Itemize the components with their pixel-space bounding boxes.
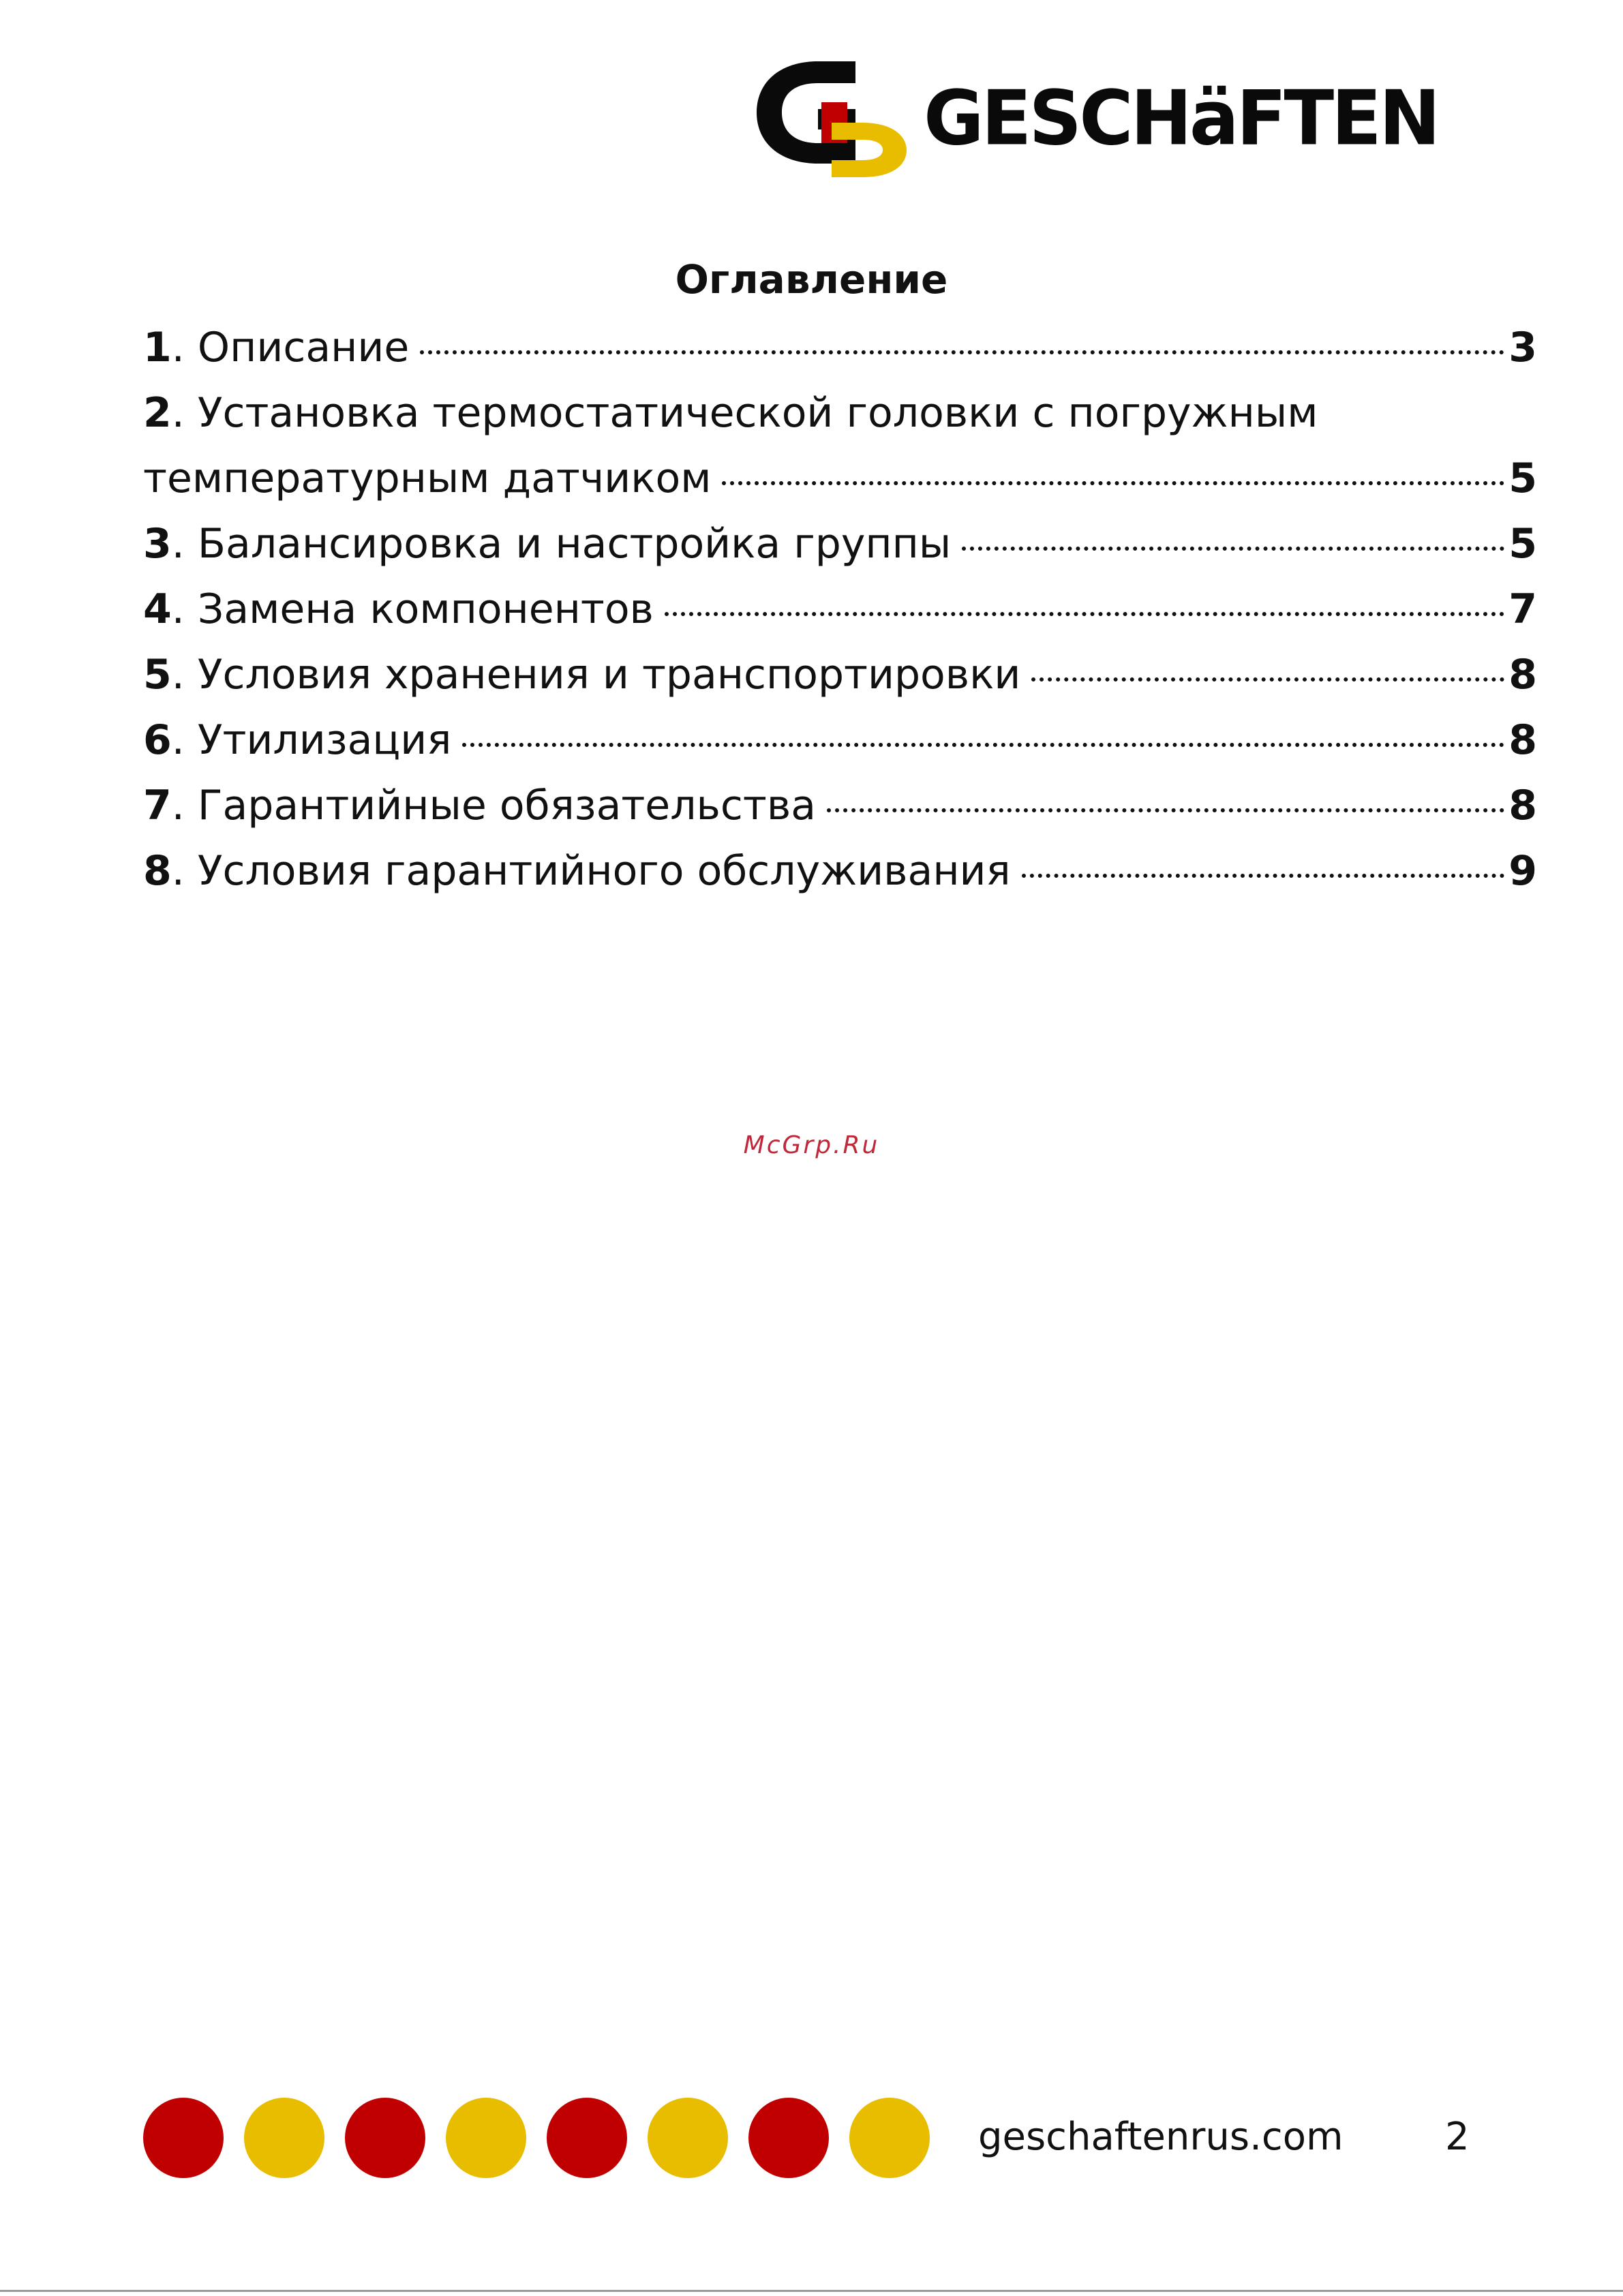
toc-item-page: 3 [1508,324,1537,371]
footer-dot-yellow [648,2098,728,2178]
toc-leader [665,612,1504,616]
footer-dot-yellow [446,2098,526,2178]
toc-item-number: 7 [143,782,172,829]
toc-item-title: . Установка термостатической головки с погружным [171,389,1318,437]
footer-dot-red [748,2098,829,2178]
logo-mark-icon [753,55,910,177]
footer-dot-red [547,2098,627,2178]
footer-dot-yellow [244,2098,324,2178]
toc-item-title: . Описание [171,324,410,371]
toc-item-title: . Условия хранения и транспортировки [171,651,1021,699]
footer-url[interactable]: geschaftenrus.com [978,2115,1344,2159]
toc-item[interactable] [143,707,1537,773]
toc-leader [420,350,1504,354]
toc-item-page: 8 [1508,716,1537,764]
toc-item-page: 9 [1508,847,1537,895]
toc-item-number: 5 [143,651,172,699]
toc-item[interactable] [143,511,1537,577]
toc-item-number: 4 [143,585,172,633]
toc-item[interactable] [143,577,1537,642]
toc-item-number: 6 [143,716,172,764]
toc-item[interactable] [143,315,1537,380]
toc-leader [462,743,1504,747]
toc-item-title-cont: температурным датчиком [143,455,712,502]
toc-leader [962,547,1504,551]
toc-leader [1031,677,1504,682]
toc-item-number: 1 [143,324,172,371]
footer-dot-red [143,2098,224,2178]
toc-item-page: 8 [1508,651,1537,699]
toc-item-page: 7 [1508,585,1537,633]
toc-item-number: 3 [143,520,172,568]
brand-logo [753,55,1462,177]
toc-item-page: 8 [1508,782,1537,829]
bottom-rule [0,2290,1623,2292]
toc-item[interactable] [143,773,1537,838]
toc-item-title: . Замена компонентов [171,585,654,633]
toc-item-page: 5 [1508,455,1537,502]
toc-item[interactable] [143,642,1537,707]
toc-leader [722,481,1504,485]
table-of-contents [143,315,1537,904]
toc-leader [1022,874,1505,878]
toc-item-page: 5 [1508,520,1537,568]
toc-item-title: . Утилизация [171,716,452,764]
toc-item-continuation[interactable] [143,446,1537,511]
toc-item-title: . Балансировка и настройка группы [171,520,952,568]
toc-item[interactable] [143,838,1537,904]
toc-item-title: . Условия гарантийного обслуживания [171,847,1011,895]
toc-item[interactable] [143,380,1537,446]
footer-dot-red [345,2098,425,2178]
toc-leader [827,808,1504,812]
page-number: 2 [1445,2115,1470,2159]
toc-title: Оглавление [675,256,948,303]
toc-item-number: 2 [143,389,172,437]
toc-item-title: . Гарантийные обязательства [171,782,816,829]
toc-item-number: 8 [143,847,172,895]
footer-dots [143,2098,930,2178]
watermark: McGrp.Ru [743,1131,880,1159]
logo-wordmark: GESCHäFTEN [924,75,1438,163]
footer-dot-yellow [849,2098,930,2178]
